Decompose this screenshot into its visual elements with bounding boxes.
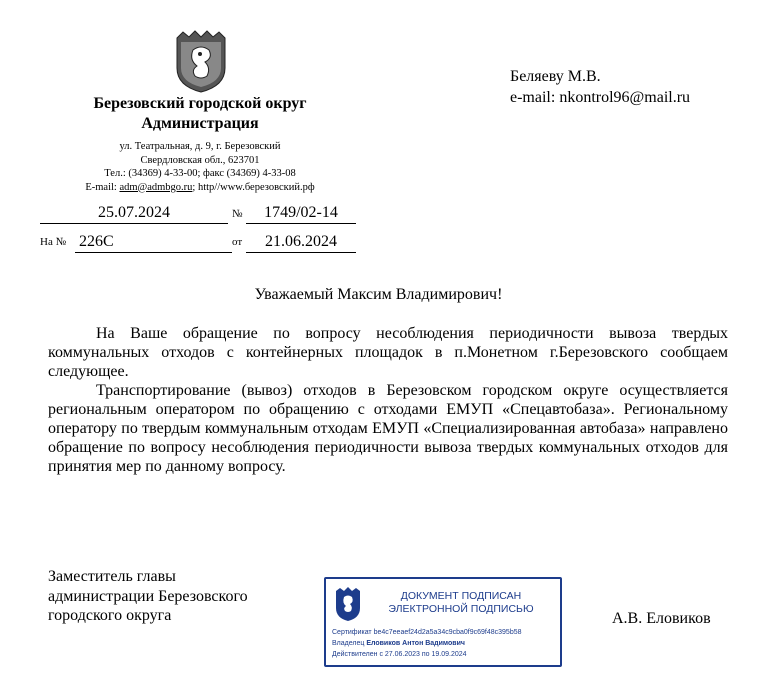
reply-number: 226С — [75, 232, 232, 253]
org-address: ул. Театральная, д. 9, г. Березовский — [119, 141, 281, 152]
email-label: E-mail: — [85, 181, 120, 193]
stamp-crest-icon — [334, 586, 362, 622]
coat-of-arms-icon — [173, 28, 229, 94]
stamp-validity: Действителен с 27.06.2023 по 19.09.2024 — [332, 651, 467, 658]
reply-label: На № — [40, 236, 67, 248]
outgoing-date: 25.07.2024 — [40, 203, 228, 224]
from-label: от — [232, 236, 243, 248]
stamp-title-1: ДОКУМЕНТ ПОДПИСАН — [400, 590, 522, 602]
stamp-title-2: ЭЛЕКТРОННОЙ ПОДПИСЬЮ — [388, 602, 534, 615]
org-subtitle: Администрация — [141, 115, 259, 132]
organization-contacts — [40, 140, 360, 194]
stamp-owner-line — [332, 638, 522, 649]
org-email-link[interactable]: adm@admbgo.ru — [119, 181, 193, 193]
recipient-name: Беляеву М.В. — [510, 68, 601, 85]
paragraph-1: На Ваше обращение по вопросу несоблюдения периодичности вывоза твердых коммунальных отходов с контейнерных площадок в п.Монетном г.Березовского сообщаем следующее. — [48, 325, 728, 380]
stamp-title — [366, 590, 556, 615]
recipient-block — [510, 66, 690, 108]
org-phone: Тел.: (34369) 4-33-00; факс (34369) 4-33-08 — [104, 168, 296, 179]
signer-position — [48, 567, 248, 626]
signer-title-1: Заместитель главы — [48, 568, 176, 585]
recipient-email: e-mail: nkontrol96@mail.ru — [510, 89, 691, 106]
electronic-signature-stamp — [324, 577, 562, 667]
stamp-owner-label: Владелец — [332, 640, 367, 647]
outgoing-number: 1749/02-14 — [246, 203, 356, 224]
signer-title-3: городского округа — [48, 607, 172, 624]
org-title: Березовский городской округ — [93, 95, 307, 112]
organization-name — [40, 94, 360, 134]
org-website: http//www.березовский.рф — [197, 181, 315, 193]
signer-name: А.В. Еловиков — [612, 610, 711, 627]
number-label: № — [232, 208, 243, 220]
reply-date: 21.06.2024 — [246, 232, 356, 253]
stamp-details — [332, 627, 522, 660]
org-web — [40, 181, 360, 195]
stamp-owner: Еловиков Антон Вадимович — [366, 640, 465, 647]
org-region: Свердловская обл., 623701 — [140, 154, 260, 166]
stamp-certificate: Сертификат be4c7eeaef24d2a5a34c9cba0f9c69f48c395b58 — [332, 629, 522, 636]
letter-body — [48, 324, 728, 476]
contact-separator: ; — [192, 181, 198, 193]
greeting: Уважаемый Максим Владимирович! — [254, 286, 503, 303]
signer-title-2: администрации Березовского — [48, 587, 248, 605]
paragraph-2: Транспортирование (вывоз) отходов в Березовском городском округе осуществляется региональным оператором по обращению с отходами ЕМУП «Спецавтобаза». Региональному оператору по твердым коммунальным отходам ЕМУП «Специализированная автобаза» направлено обращение по вопросу несоблюдения периодичности вывоза твердых коммунальных отходов для принятия мер по данному вопросу. — [48, 382, 728, 475]
